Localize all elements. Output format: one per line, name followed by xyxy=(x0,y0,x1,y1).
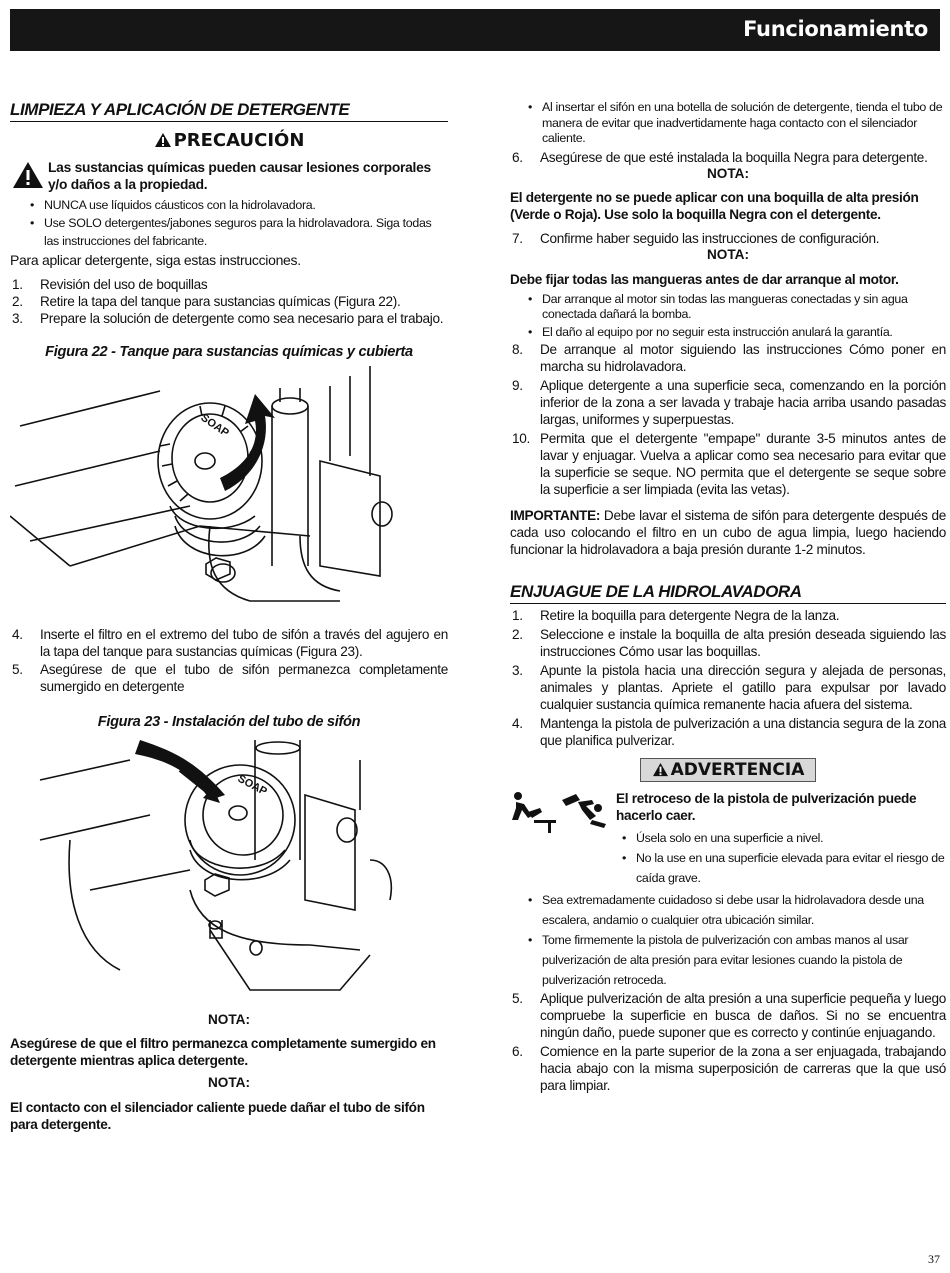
caution-block xyxy=(10,159,448,193)
list-item: 6. Comience en la parte superior de la zona a ser enjuagada, trabajando hacia abajo con la misma superposición de carreras que la que usó para limpiar. xyxy=(512,1043,946,1093)
nota-text: Debe fijar todas las mangueras antes de dar arranque al motor. xyxy=(510,271,899,287)
figure23-illustration xyxy=(10,740,448,1005)
steps-list-d xyxy=(510,607,946,749)
list-item: • No la use en una superficie elevada para evitar el riesgo de caída grave. xyxy=(616,848,946,888)
list-item: • Use SOLO detergentes/jabones seguros para la hidrolavadora. Siga todas las instrucciones del fabricante. xyxy=(10,214,448,250)
warning-triangle-icon xyxy=(154,132,172,148)
warning-heading: ADVERTENCIA xyxy=(640,758,816,782)
list-item: 4. Mantenga la pistola de pulverización a una distancia segura de la zona que planifica pulverizar. xyxy=(512,715,946,748)
steps-list-6 xyxy=(510,149,946,166)
list-item: 3. Apunte la pistola hacia una dirección segura y alejada de personas, animales y plantas. Apriete el gatillo para expulsar por lavado cualquier sustancia química remanente hacia afuera del sistema. xyxy=(512,662,946,712)
warning-inner-bullets xyxy=(616,828,946,888)
caution-bullets xyxy=(10,196,448,250)
section-heading-detergent: LIMPIEZA Y APLICACIÓN DE DETERGENTE xyxy=(10,100,448,122)
steps-list-e xyxy=(510,990,946,1094)
soap-cap-label: SOAP xyxy=(198,411,231,440)
right-column xyxy=(510,100,946,1094)
soap-cap-label: SOAP xyxy=(235,772,269,799)
list-item: 5. Asegúrese de que el tubo de sifón permanezca completamente sumergido en detergente xyxy=(12,662,448,694)
caution-text: Las sustancias químicas pueden causar lesiones corporales y/o daños a la propiedad. xyxy=(48,160,431,192)
list-item: 10. Permita que el detergente "empape" durante 3-5 minutos antes de lavar y enjuagar. Vuelva a aplicar como sea necesario para evitar que la superficie se seque. NO permita que el detergente se seque sobre la superficie a ser limpiada (evita las vetas). xyxy=(512,430,946,497)
list-item: 6. Asegúrese de que esté instalada la boquilla Negra para detergente. xyxy=(512,149,928,165)
list-item: 4. Inserte el filtro en el extremo del tubo de sifón a través del agujero en la tapa del tanque para sustancias químicas (Figura 23). xyxy=(12,627,448,659)
list-item: 2. Seleccione e instale la boquilla de alta presión deseada siguiendo las instrucciones Cómo usar las boquillas. xyxy=(512,626,946,659)
list-item: 2. Retire la tapa del tanque para sustancias químicas (Figura 22). xyxy=(12,294,401,309)
nota-label: NOTA: xyxy=(207,1075,251,1090)
warning-triangle-icon xyxy=(12,161,44,189)
nota-label: NOTA: xyxy=(706,246,750,262)
nota-text: El detergente no se puede aplicar con una boquilla de alta presión (Verde o Roja). Use solo la boquilla Negra con el detergente. xyxy=(510,189,919,222)
list-item: 1. Revisión del uso de boquillas xyxy=(12,277,208,292)
list-item: • Tome firmemente la pistola de pulverización con ambas manos al usar pulverización de alta presión para evitar lesiones cuando la pistola de pulverización retroceda. xyxy=(510,930,946,990)
intro-text: Para aplicar detergente, siga estas instrucciones. xyxy=(10,252,301,268)
warning-block xyxy=(510,790,946,888)
list-item: 1. Retire la boquilla para detergente Negra de la lanza. xyxy=(512,607,840,623)
nota-label: NOTA: xyxy=(706,165,750,181)
list-item: 5. Aplique pulverización de alta presión a una superficie pequeña y luego compruebe la superficie en busca de daños. Si no se encuentra ningún daño, puede suponer que es correcto y continúe enjuagando. xyxy=(512,990,946,1040)
caution-heading xyxy=(10,130,448,151)
section-heading-rinse: ENJUAGUE DE LA HIDROLAVADORA xyxy=(510,582,946,604)
warning-outer-bullets xyxy=(510,890,946,990)
warning-box xyxy=(510,758,946,782)
curved-arrow-icon xyxy=(220,394,275,491)
siphon-bullet xyxy=(510,100,946,147)
list-item: 8. De arranque al motor siguiendo las instrucciones Cómo poner en marcha su hidrolavadora. xyxy=(512,341,946,374)
figure23-caption: Figura 23 - Instalación del tubo de sifón xyxy=(97,714,361,730)
nota-bullets xyxy=(510,292,946,341)
nota-text: Asegúrese de que el filtro permanezca completamente sumergido en detergente mientras aplica detergente. xyxy=(10,1036,436,1068)
list-item: • El daño al equipo por no seguir esta instrucción anulará la garantía. xyxy=(510,323,946,341)
list-item: • Úsela solo en una superficie a nivel. xyxy=(616,828,946,848)
list-item: 9. Aplique detergente a una superficie seca, comenzando en la porción inferior de la zona a ser lavada y trabaje hacia arriba usando pasadas largas, uniformes y superpuestas. xyxy=(512,377,946,427)
list-item: 3. Prepare la solución de detergente como sea necesario para el trabajo. xyxy=(12,311,444,326)
steps-list-c xyxy=(510,341,946,498)
section-title: Funcionamiento xyxy=(743,17,928,41)
header-bar xyxy=(10,9,940,51)
list-item: • Sea extremadamente cuidadoso si debe usar la hidrolavadora desde una escalera, andamio o cualquier otra ubicación similar. xyxy=(510,890,946,930)
steps-list-a xyxy=(10,276,448,327)
steps-list-7 xyxy=(510,230,946,247)
list-item: • NUNCA use líquidos cáusticos con la hidrolavadora. xyxy=(10,196,448,214)
warning-triangle-icon xyxy=(652,762,669,777)
caution-label: PRECAUCIÓN xyxy=(173,130,305,151)
list-item: 7. Confirme haber seguido las instrucciones de configuración. xyxy=(512,230,880,246)
left-column xyxy=(10,100,448,1133)
nota-label: NOTA: xyxy=(207,1012,251,1027)
figure22-caption: Figura 22 - Tanque para sustancias químicas y cubierta xyxy=(45,344,413,360)
page-number: 37 xyxy=(928,1252,940,1266)
list-item: • Dar arranque al motor sin todas las mangueras conectadas y sin agua conectada dañará la bomba. xyxy=(510,292,946,323)
warning-text: El retroceso de la pistola de pulverización puede hacerlo caer. xyxy=(616,790,917,823)
nota-text: El contacto con el silenciador caliente puede dañar el tubo de sifón para detergente. xyxy=(10,1100,425,1132)
steps-list-b xyxy=(10,626,448,695)
figure22-illustration xyxy=(10,366,448,621)
important-paragraph: IMPORTANTE: Debe lavar el sistema de sifón para detergente después de cada uso colocando el filtro en un cubo de agua limpia, luego haciendo funcionar la hidrolavadora a baja presión durante 1-2 minutos. xyxy=(510,507,946,557)
recoil-fall-hazard-icon xyxy=(510,790,610,834)
list-item: • Al insertar el sifón en una botella de solución de detergente, tienda el tubo de manera de evitar que inadvertidamente haga contacto con el silenciador caliente. xyxy=(510,100,946,147)
